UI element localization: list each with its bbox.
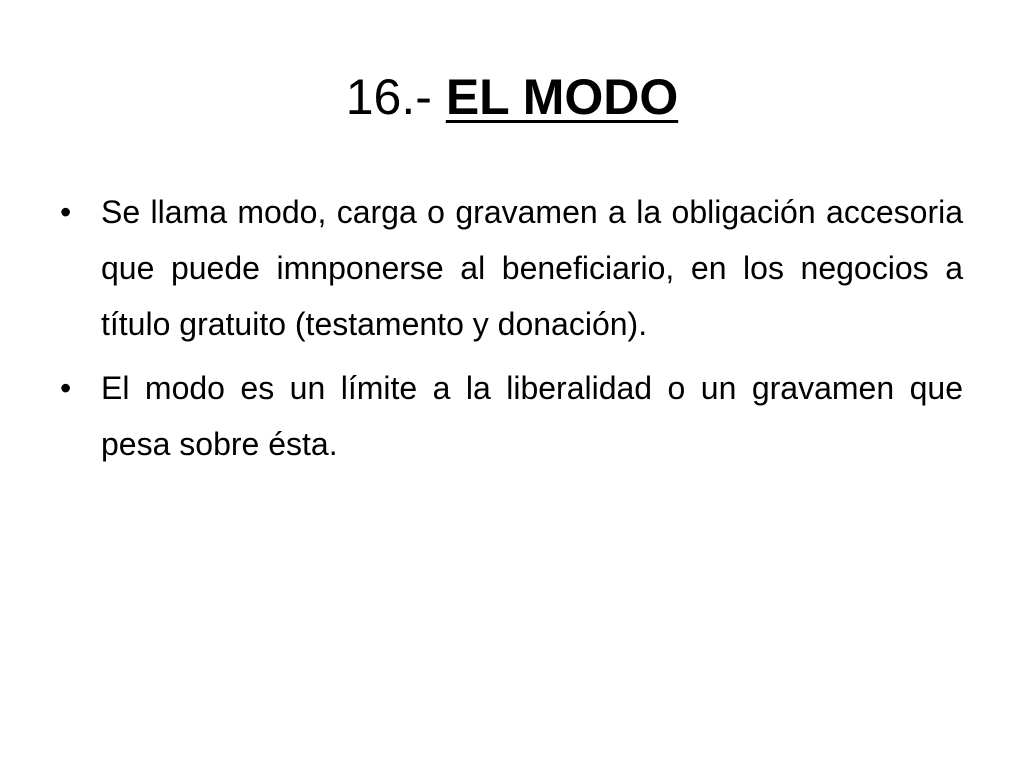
bullet-icon: • (60, 370, 72, 406)
title-number: 16.- (345, 69, 446, 125)
bullet-text: El modo es un límite a la liberalidad o un gravamen que pesa sobre ésta. (101, 370, 963, 462)
bullet-item (60, 360, 963, 472)
slide-title (0, 62, 1024, 132)
bullet-list (60, 184, 963, 480)
bullet-item (60, 184, 963, 352)
bullet-text: Se llama modo, carga o gravamen a la obligación accesoria que puede imnponerse al beneficiario, en los negocios a título gratuito (testamento y donación). (101, 194, 963, 342)
title-main: EL MODO (445, 69, 679, 125)
bullet-icon: • (60, 194, 72, 230)
